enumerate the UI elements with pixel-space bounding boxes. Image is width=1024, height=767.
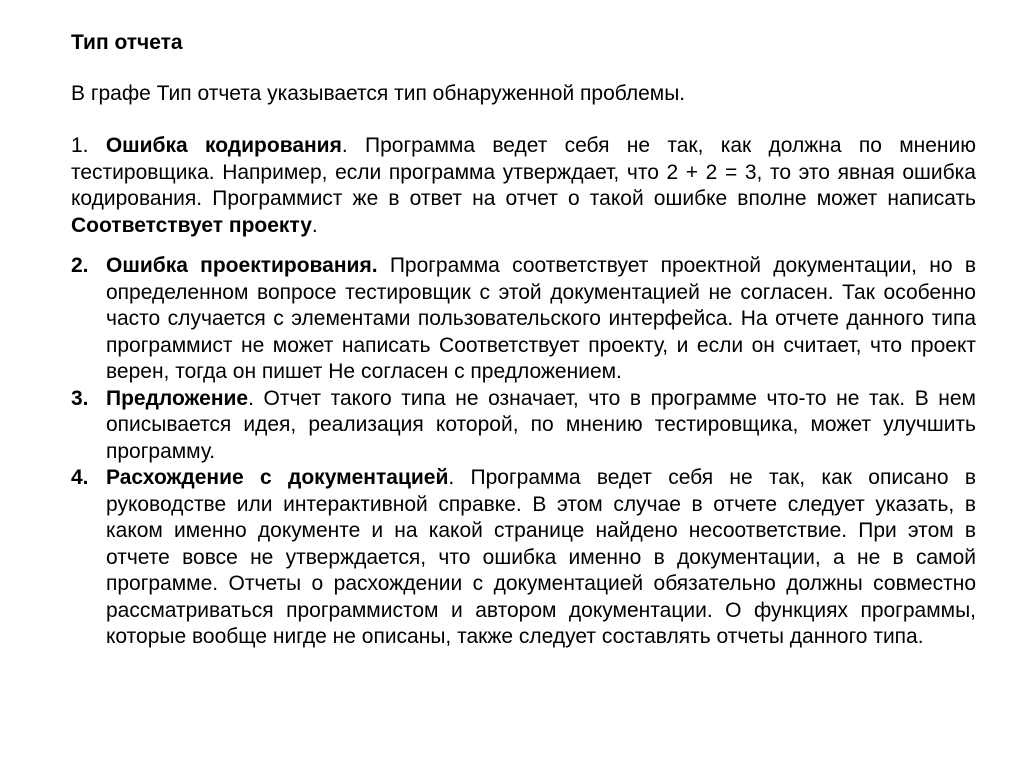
item-1-text: Программа ведет себя не так, как должна по мнению тестировщика. Например, если программа утверждает, что 2 + 2 = 3, то это явная ошибка кодирования. Программист же в ответ на отчет о такой ошибке вполне может написать: [71, 134, 976, 210]
report-type-list: [71, 253, 976, 651]
item-4-text: . Программа ведет себя не так, как описано в руководстве или интерактивной справке. В этом случае в отчете следует указать, в каком именно документе и на какой странице найдено несоответствие. При этом в отчете вовсе не утверждается, что ошибка именно в документации, а не в самой программе. Отчеты о расхождении с документацией обязательно должны совместно рассматриваться программистом и автором документации. О функциях программы, которые вообще нигде не описаны, также следует составлять отчеты данного типа.: [106, 466, 976, 648]
item-1-end: .: [311, 213, 318, 237]
item-documentation-mismatch: [71, 465, 976, 651]
item-1-term-end: Соответствует проекту: [71, 213, 312, 237]
item-2-text: Программа соответствует проектной документации, но в определенном вопросе тестировщик с этой документацией не согласен. Так особенно часто случается с элементами пользовательского интерфейса. На отчете данного типа программист не может написать Соответствует проекту, и если он считает, что проект верен, тогда он пишет Не согласен с предложением.: [106, 254, 976, 383]
item-coding-error: [71, 133, 976, 239]
slide-content: [71, 30, 976, 651]
item-1-term: Ошибка кодирования: [105, 134, 342, 157]
item-4-number: 4.: [71, 466, 89, 489]
item-3-number: 3.: [71, 386, 89, 410]
item-1-separator: .: [341, 134, 348, 157]
item-1-number: 1.: [71, 134, 89, 157]
item-3-term: Предложение: [106, 386, 249, 410]
item-suggestion: [71, 386, 976, 466]
item-2-term: Ошибка проектирования.: [106, 254, 378, 277]
slide-title: Тип отчета: [71, 31, 183, 54]
item-4-term: Расхождение с документацией: [106, 466, 449, 489]
item-3-text: . Отчет такого типа не означает, что в программе что-то не так. В нем описывается идея, реализация которой, по мнению тестировщика, может улучшить программу.: [106, 386, 976, 463]
item-design-error: [71, 253, 976, 386]
item-2-number: 2.: [71, 254, 89, 277]
intro-paragraph: В графе Тип отчета указывается тип обнаруженной проблемы.: [71, 81, 686, 105]
